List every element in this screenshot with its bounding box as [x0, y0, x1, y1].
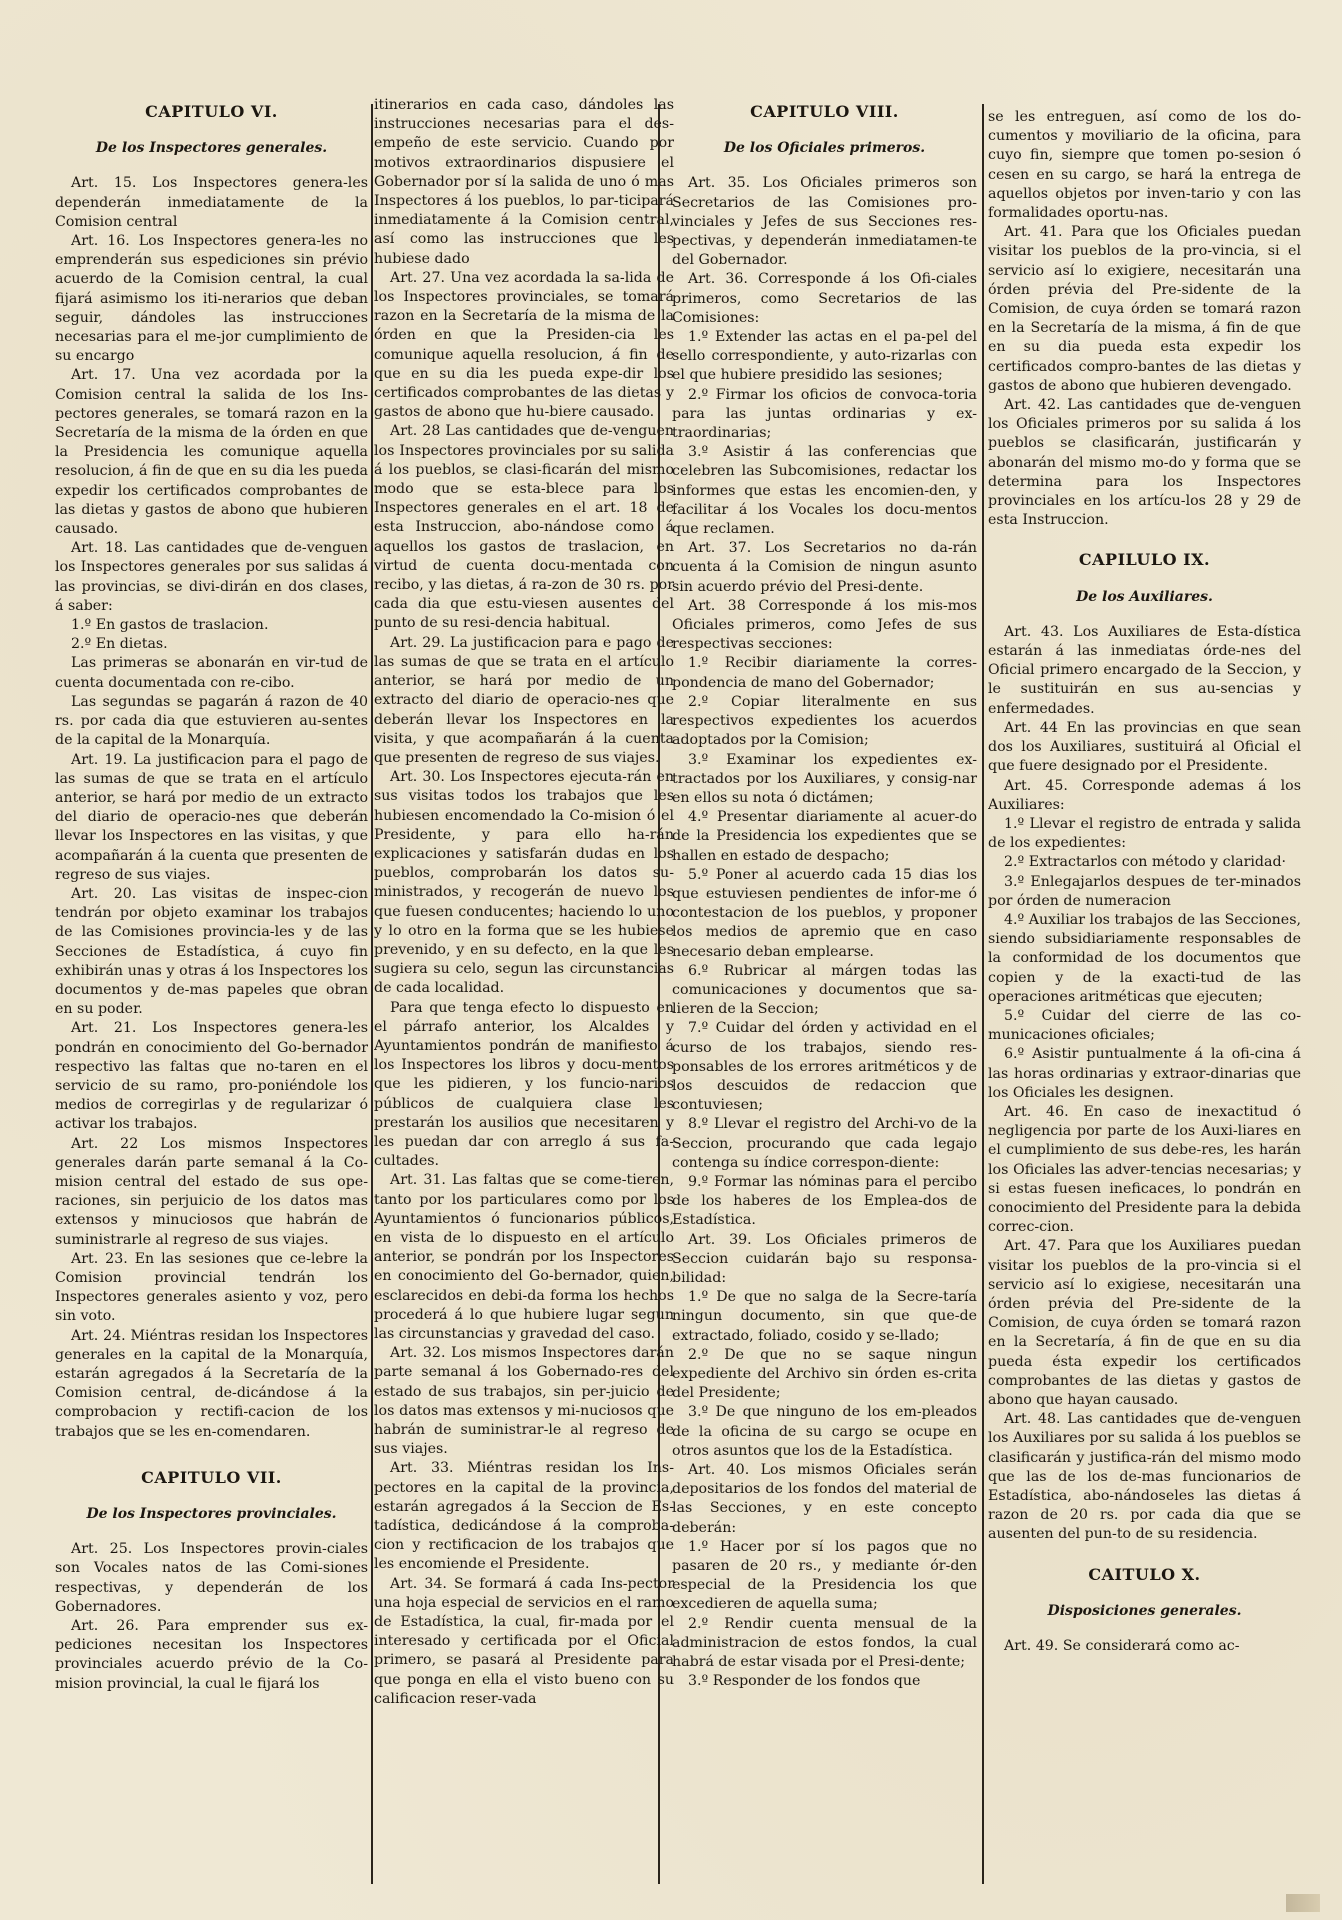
chapter-subtitle: De los Inspectores provinciales.: [86, 1506, 337, 1523]
article: Art. 41. Para que los Oficiales puedan visitar los pueblos de la pro-vincia, si el servicio así lo exigiere, necesitarán una órden prévia del Pre-sidente de la Comision, de cuya órden se tomará razon en la Secretaría de la misma, á fin de que en su dia pueda esta expedir los certificados compro-bantes de las dietas y gastos de abono que hubieren devengado.: [988, 224, 1301, 394]
article-item: 6.º Rubricar al márgen todas las comunicaciones y documentos que sa-lieren de la Seccion;: [672, 962, 977, 1018]
article: Art. 47. Para que los Auxiliares puedan visitar los pueblos de la pro-vincia si el servicio así lo exigiese, necesitarán una órden prévia del Pre-sidente de la Comision, de cuya órden se tomará razon en la Secretaría, á fin de que en su dia pueda ésta expedir los certificados comprobantes de las dietas y gastos de abono que hayan causado.: [988, 1238, 1301, 1408]
article-item: 7.º Cuidar del órden y actividad en el curso de los trabajos, siendo res-ponsables de los errores aritméticos y de los descuidos de redaccion que contuviesen;: [672, 1020, 977, 1114]
article: Art. 27. Una vez acordada la sa-lida de los Inspectores provinciales, se tomará razon en la Secretaría de la misma de la órden en que la Presiden-cia les comunique aquella resolucion, á fin de que en su dia les pueda expe-dir los certificados comprobantes de las dietas y gastos de abono que hu-biere causado.: [374, 269, 674, 421]
article-item: 1.º De que no salga de la Secre-taría ningun documento, sin que que-de extractado, foliado, cosido y se-llado;: [672, 1289, 977, 1344]
article: Art. 44 En las provincias en que sean dos los Auxiliares, sustituirá al Oficial el que fuere designado por el Presidente.: [988, 719, 1301, 775]
article: Art. 35. Los Oficiales primeros son Secretarios de las Comisiones pro-vinciales y Jefes de sus Secciones res-pectivas, y dependerán inmediatamen-te del Gobernador.: [672, 175, 977, 269]
article-item: 4.º Presentar diariamente al acuer-do de la Presidencia los expedientes que se hallen en estado de despacho;: [672, 809, 977, 864]
article-item: 1.º En gastos de traslacion.: [71, 617, 269, 634]
article: Art. 26. Para emprender sus ex-pediciones necesitan los Inspectores provinciales acuerdo prévio de la Co-mision provincial, la cual le fijará los: [55, 1618, 368, 1692]
article: Art. 40. Los mismos Oficiales serán depositarios de los fondos del material de las Secciones, y en este concepto deberán:: [672, 1462, 977, 1536]
article-item: 2.º Extractarlos con método y claridad·: [1004, 854, 1287, 871]
chapter-subtitle: De los Inspectores generales.: [95, 140, 328, 157]
article-item: 3.º De que ninguno de los em-pleados de la oficina de su cargo se ocupe en otros asuntos que los de la Estadística.: [672, 1404, 977, 1459]
article: Art. 16. Los Inspectores genera-les no emprenderán sus espediciones sin prévio acuerdo de la Comision central, la cual fijará asimismo los iti-nerarios que deban seguir, dándoles las instrucciones necesarias para el me-jor cumplimiento de su encargo: [55, 233, 368, 365]
article-item: 4.º Auxiliar los trabajos de las Secciones, siendo subsidiariamente responsables de la conformidad de los documentos que copien y de la exacti-tud de las operaciones aritméticas que ejecuten;: [988, 911, 1301, 1005]
article: Art. 36. Corresponde á los Ofi-ciales primeros, como Secretarios de las Comisiones:: [672, 271, 977, 326]
article-item: 1.º Hacer por sí los pagos que no pasaren de 20 rs., y mediante ór-den especial de la Presidencia los que excedieren de aquella suma;: [672, 1538, 977, 1613]
chapter-subtitle: De los Oficiales primeros.: [723, 140, 926, 157]
article-item: 3.º Enlegajarlos despues de ter-minados por órden de numeracion: [988, 873, 1301, 909]
article: Art. 37. Los Secretarios no da-rán cuenta á la Comision de ningun asunto sin acuerdo prévio del Presi-dente.: [672, 540, 977, 595]
column-1: [55, 96, 368, 1916]
article-item: 8.º Llevar el registro del Archi-vo de la Seccion, procurando que cada legajo contenga su índice correspon-diente:: [672, 1116, 977, 1171]
column-2: [374, 96, 674, 1916]
article: Art. 19. La justificacion para el pago de las sumas de que se trata en el artículo anterior, se hará por medio de un extracto del diario de operacio-nes que deberán llevar los Inspectores en las visitas, y que acompañarán á la cuenta que presenten de regreso de sus viajes.: [55, 751, 368, 883]
article: Art. 34. Se formará á cada Ins-pector una hoja especial de servicios en el ramo de Estadística, la cual, fir-mada por el interesado y certificada por el Oficial primero, se pasará al Presidente para que ponga en ella el visto bueno con su calificacion reser-vada: [374, 1575, 674, 1707]
article-item: 6.º Asistir puntualmente á la ofi-cina á las horas ordinarias y extraor-dinarias que los Oficiales les designen.: [988, 1046, 1301, 1101]
chapter-subtitle: Disposiciones generales.: [1047, 1602, 1242, 1619]
article-item: 3.º Examinar los expedientes ex-tractados por los Auxiliares, y consig-nar en ellos su nota ó dictámen;: [672, 751, 977, 806]
article: Art. 32. Los mismos Inspectores darán parte semanal á los Gobernado-res del estado de sus trabajos, sin per-juicio de los datos mas extensos y mi-nuciosos que habrán de suministrar-le al regreso de sus viajes.: [374, 1345, 674, 1458]
article: Art. 39. Los Oficiales primeros de Seccion cuidarán bajo su responsa-bilidad:: [672, 1231, 977, 1286]
article-paragraph: Las segundas se pagarán á razon de 40 rs. por cada dia que estuvieren au-sentes de la capital de la Monarquía.: [55, 693, 368, 749]
chapter-heading: CAPILULO IX.: [1078, 550, 1211, 570]
article-paragraph: Las primeras se abonarán en vir-tud de cuenta documentada con re-cibo.: [55, 655, 368, 691]
article: Art. 48. Las cantidades que de-venguen los Auxiliares por su salida á los pueblos se clasificarán y justifica-rán del mismo modo que las de los de-mas funcionarios de Estadística, abo-nándoseles las dietas á razon de 20 rs. por cada dia que se ausenten del pun-to de su residencia.: [988, 1411, 1301, 1543]
article: Art. 20. Las visitas de inspec-cion tendrán por objeto examinar los trabajos de las Comisiones provincia-les y de las Secciones de Estadística, á cuyo fin exhibirán unas y otras á los Inspectores los documentos y de-mas papeles que obran en su poder.: [55, 885, 368, 1018]
article-continuation: se les entreguen, así como de los do-cumentos y moviliario de la oficina, para cuyo fin, siempre que tomen po-sesion ó cesen en su cargo, se hará la entrega de aquellos objetos por inven-tario y con las formalidades oportu-nas.: [988, 109, 1301, 222]
article: Art. 38 Corresponde á los mis-mos Oficiales primeros, como Jefes de sus respectivas secciones:: [672, 597, 977, 653]
column-3: [672, 96, 977, 1916]
article-item: 2.º Copiar literalmente en sus respectivos expedientes los acuerdos adoptados por la Comision;: [672, 693, 977, 749]
archive-watermark-icon: [1286, 1894, 1320, 1912]
article-item: 1.º Llevar el registro de entrada y salida de los expedientes:: [988, 815, 1301, 852]
article: Art. 18. Las cantidades que de-venguen los Inspectores generales por sus salidas á las provincias, se divi-dirán en dos clases, á saber:: [55, 540, 368, 614]
article: Art. 46. En caso de inexactitud ó negligencia por parte de los Auxi-liares en el cumplimiento de sus debe-res, les harán los Oficiales las adver-tencias necesarias; y si estas fuesen ineficaces, lo pondrán en conocimiento del Presidente para la debida correc-cion.: [988, 1103, 1301, 1236]
column-rule: [371, 104, 373, 1884]
article: Art. 45. Corresponde ademas á los Auxiliares:: [988, 777, 1301, 813]
chapter-heading: CAITULO X.: [1088, 1564, 1201, 1584]
article: Art. 43. Los Auxiliares de Esta-dística estarán á las inmediatas órde-nes del Oficial primero encargado de la Seccion, y le sustituirán en sus au-sencias y enfermedades.: [988, 623, 1301, 717]
article: Art. 21. Los Inspectores genera-les pondrán en conocimiento del Go-bernador respectivo las faltas que no-taren en el servicio de su ramo, pro-poniéndole los medios de corregirlas y de regularizar ó activar los trabajos.: [55, 1020, 368, 1133]
column-rule: [982, 104, 984, 1884]
chapter-subtitle: De los Auxiliares.: [1076, 588, 1213, 605]
article: Art. 28 Las cantidades que de-venguen los Inspectores provinciales por su salida á los pueblos, se clasi-ficarán del mismo modo que se esta-blece para los Inspectores generales en el art. 18 de esta Instruccion, abo-nándose como á aquellos los gastos de traslacion, en virtud de cuenta docu-mentada con recibo, y las dietas, á ra-zon de 30 rs. por cada dia que estu-viesen ausentes del punto de su resi-dencia habitual.: [374, 423, 674, 632]
article: Art. 24. Miéntras residan los Inspectores generales en la capital de la Monarquía, estarán agregados á la Secretaría de la Comision central, de-dicándose á la comprobacion y rectifi-cacion de los trabajos que se les en-comendaren.: [55, 1327, 368, 1440]
article-item: 9.º Formar las nóminas para el percibo de los haberes de los Emplea-dos de Estadística.: [672, 1173, 977, 1229]
article-item: 2.º En dietas.: [71, 636, 168, 653]
article: Art. 31. Las faltas que se come-tieren, tanto por los particulares como por los Ayuntamientos ó funcionarios públicos, en vista de lo dispuesto en el artículo anterior, se pondrán por los Inspectores en conocimiento del Go-bernador, quien, esclarecidos en debi-da forma los hechos procederá á lo que hubiere lugar segun las circunstancias y gravedad del caso.: [374, 1172, 674, 1342]
article: Art. 42. Las cantidades que de-venguen los Oficiales primeros por su salida á los pueblos se clasificarán, justificarán y abonarán del mismo mo-do y forma que se determina para los Inspectores provinciales en los artícu-los 28 y 29 de esta Instruccion.: [988, 397, 1301, 529]
article-item: 5.º Cuidar del cierre de las co-municaciones oficiales;: [988, 1007, 1301, 1044]
article: Art. 25. Los Inspectores provin-ciales son Vocales natos de las Comi-siones respectivas, y dependerán de los Gobernadores.: [55, 1541, 368, 1615]
article-item: 1.º Recibir diariamente la corres-pondencia de mano del Gobernador;: [672, 655, 977, 691]
article: Art. 30. Los Inspectores ejecuta-rán en sus visitas todos los trabajos que les hubiesen encomendado la Co-mision ó el Presidente, y para ello ha-rán explicaciones y satisfarán dudas en los pueblos, comprobarán los datos su-ministrados, y recogerán de nuevo los que fuesen conducentes; haciendo lo uno y lo otro en la forma que se les hubiese prevenido, y en su defecto, en la que les sugiera su celo, segun las circunstancias de cada localidad.: [374, 769, 674, 997]
article-item: 3.º Responder de los fondos que: [688, 1673, 921, 1690]
chapter-heading: CAPITULO VIII.: [750, 102, 899, 121]
article: Art. 23. En las sesiones que ce-lebre la Comision provincial tendrán los Inspectores generales asiento y voz, pero sin voto.: [55, 1250, 368, 1325]
article: Art. 22 Los mismos Inspectores generales darán parte semanal á la Co-mision central del estado de sus ope-raciones, sin perjuicio de los datos mas extensos y minuciosos que habrán de suministrarle al regreso de sus viajes.: [55, 1135, 368, 1248]
article-item: 3.º Asistir á las conferencias que celebren las Subcomisiones, redactar los informes que estas les encomien-den, y facilitar á los Vocales los docu-mentos que reclamen.: [672, 444, 977, 538]
column-4: [988, 108, 1301, 1920]
chapter-heading: CAPITULO VI.: [145, 102, 278, 121]
article-paragraph: Para que tenga efecto lo dispuesto en el párrafo anterior, los Alcaldes y Ayuntamientos pondrán de manifiesto á los Inspectores los libros y docu-mentos que les pidieren, y los funcio-narios públicos de cualquiera clase les prestarán los ausilios que necesitaren y les puedan dar con arreglo á sus fa-cultades.: [374, 999, 674, 1170]
article-item: 2.º Rendir cuenta mensual de la administracion de estos fondos, la cual habrá de estar visada por el Presi-dente;: [672, 1615, 977, 1671]
article: Art. 33. Miéntras residan los Ins-pectores en la capital de la provincia, estarán agregados á la Seccion de Es-tadística, dedicándose á la comproba-cion y rectificacion de los trabajos que les encomiende el Presidente.: [374, 1460, 674, 1573]
article-continuation: itinerarios en cada caso, dándoles las instrucciones necesarias para el des-empeño de este servicio. Cuando por motivos extraordinarios dispusiere el Gobernador por sí la salida de uno ó mas Inspectores á los pueblos, lo par-ticipará inmediatamente á la Comision central, así como las instrucciones que les hubiese dado: [374, 97, 674, 267]
article: Art. 49. Se considerará como ac-: [1004, 1638, 1240, 1655]
article: Art. 17. Una vez acordada por la Comision central la salida de los Ins-pectores generales, se tomará razon en la Secretaría de la misma de la órden en que la Presidencia les comunique aquella resolucion, á fin de que en su dia les pueda expedir los certificados comprobantes de las dietas y gastos de abono que hubieren causado.: [55, 367, 368, 538]
article: Art. 29. La justificacion para e pago de las sumas de que se trata en el artículo anterior, se hará por medio de un extracto del diario de operacio-nes que deberán llevar los Inspectores en la visita, y que acompañarán á la cuenta que presenten de regreso de sus viajes.: [374, 634, 674, 766]
article-item: 2.º De que no se saque ningun expediente del Archivo sin órden es-crita del Presidente;: [672, 1346, 977, 1402]
article: Art. 15. Los Inspectores genera-les dependerán inmediatamente de la Comision central: [55, 175, 368, 230]
article-item: 1.º Extender las actas en el pa-pel del sello correspondiente, y auto-rizarlas con el que hubiere presidido las sesiones;: [672, 329, 977, 384]
chapter-heading: CAPITULO VII.: [141, 1467, 282, 1487]
article-item: 2.º Firmar los oficios de convoca-toria para las juntas ordinarias y ex-traordinarias;: [672, 386, 977, 442]
article-item: 5.º Poner al acuerdo cada 15 dias los que estuviesen pendientes de infor-me ó contestacion de los pueblos, y proponer los medios de apremio que en caso necesario deban emplearse.: [672, 866, 977, 960]
